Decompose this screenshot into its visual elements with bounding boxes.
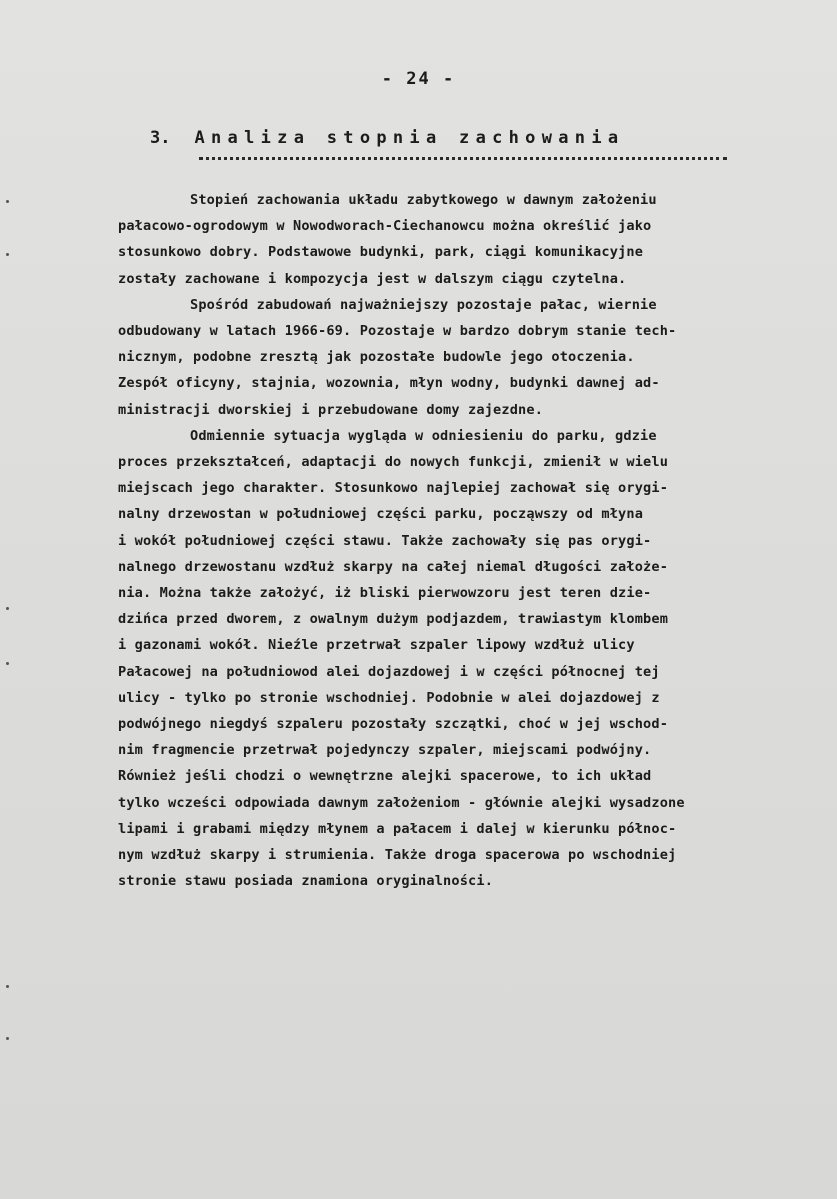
- section-number: 3.: [150, 128, 171, 148]
- left-margin-mark: [6, 253, 9, 256]
- text-line: podwójnego niegdyś szpaleru pozostały szczątki, choć w jej wschod-: [118, 716, 669, 733]
- section-heading: [150, 128, 624, 148]
- left-margin-mark: [6, 1037, 9, 1040]
- text-line: zostały zachowane i kompozycja jest w dalszym ciągu czytelna.: [118, 270, 627, 287]
- page-number: - 24 -: [381, 69, 456, 89]
- left-margin-mark: [6, 985, 9, 988]
- left-margin-mark: [6, 200, 9, 203]
- text-line: stronie stawu posiada znamiona oryginalności.: [118, 873, 494, 890]
- text-line: tylko wcześci odpowiada dawnym założeniom - głównie alejki wysadzone: [118, 794, 685, 811]
- text-line: Spośród zabudowań najważniejszy pozostaje pałac, wiernie: [190, 296, 657, 313]
- text-line: miejscach jego charakter. Stosunkowo najlepiej zachował się orygi-: [118, 480, 669, 497]
- text-line: ulicy - tylko po stronie wschodniej. Podobnie w alei dojazdowej z: [118, 689, 660, 706]
- text-line: Zespół oficyny, stajnia, wozownia, młyn wodny, budynki dawnej ad-: [118, 375, 660, 392]
- text-line: Pałacowej na południowod alei dojazdowej i w części północnej tej: [118, 663, 660, 680]
- text-line: Stopień zachowania układu zabytkowego w dawnym założeniu: [190, 192, 657, 208]
- text-line: nicznym, podobne zresztą jak pozostałe budowle jego otoczenia.: [118, 349, 635, 366]
- text-line: nalny drzewostan w południowej części parku, począwszy od młyna: [118, 506, 644, 523]
- text-line: ministracji dworskiej i przebudowane domy zajezdne.: [118, 401, 544, 418]
- left-margin-mark: [6, 607, 9, 610]
- text-line: nia. Można także założyć, iż bliski pierwowzoru jest teren dzie-: [118, 585, 652, 602]
- text-line: lipami i grabami między młynem a pałacem i dalej w kierunku północ-: [118, 820, 677, 837]
- body-text: [118, 187, 834, 894]
- paragraph: [118, 187, 834, 292]
- text-line: i wokół południowej części stawu. Także zachowały się pas orygi-: [118, 532, 652, 549]
- paragraph: [118, 292, 834, 423]
- text-line: nym wzdłuż skarpy i strumienia. Także droga spacerowa po wschodniej: [118, 847, 677, 864]
- text-line: stosunkowo dobry. Podstawowe budynki, park, ciągi komunikacyjne: [118, 244, 644, 261]
- text-line: Odmiennie sytuacja wygląda w odniesieniu do parku, gdzie: [190, 427, 657, 444]
- text-line: nim fragmencie przetrwał pojedynczy szpaler, miejscami podwójny.: [118, 742, 652, 759]
- text-line: nalnego drzewostanu wzdłuż skarpy na całej niemal długości założe-: [118, 558, 669, 575]
- text-line: Również jeśli chodzi o wewnętrzne alejki spacerowe, to ich układ: [118, 768, 652, 785]
- heading-underline: [199, 157, 727, 160]
- paragraph: [118, 423, 834, 895]
- text-line: proces przekształceń, adaptacji do nowych funkcji, zmienił w wielu: [118, 454, 669, 471]
- section-title: Analiza stopnia zachowania: [194, 128, 625, 148]
- text-line: dzińca przed dworem, z owalnym dużym podjazdem, trawiastym klombem: [118, 611, 669, 628]
- text-line: i gazonami wokół. Nieźle przetrwał szpaler lipowy wzdłuż ulicy: [118, 637, 635, 654]
- text-line: pałacowo-ogrodowym w Nowodworach-Ciechanowcu można określić jako: [118, 218, 652, 235]
- text-line: odbudowany w latach 1966-69. Pozostaje w bardzo dobrym stanie tech-: [118, 323, 677, 340]
- left-margin-mark: [6, 662, 9, 665]
